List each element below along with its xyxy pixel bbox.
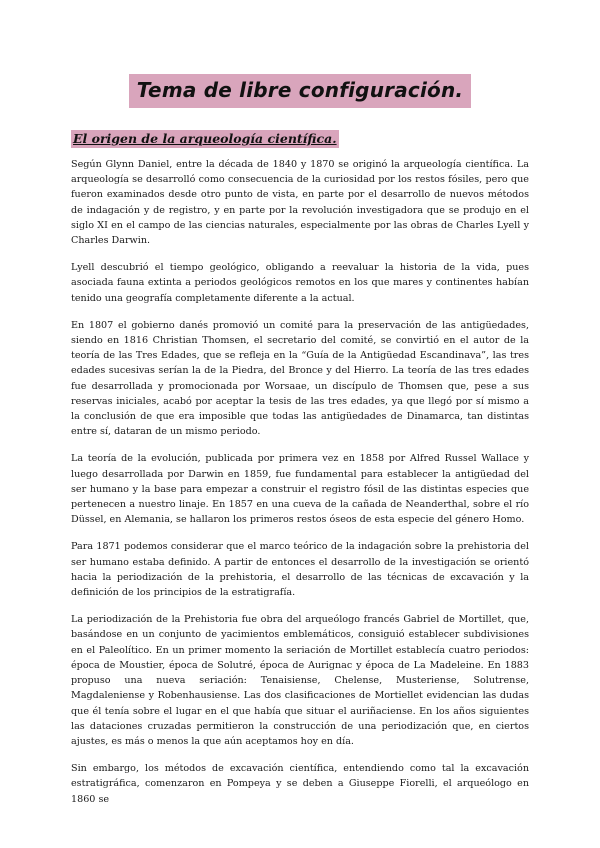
paragraph: Sin embargo, los métodos de excavación científica, entendiendo como tal la excavación estratigráfica, comenzaron en Pompeya y se deben a Giuseppe Fiorelli, el arqueólogo en 1860 se: [71, 763, 529, 805]
paragraph: En 1807 el gobierno danés promovió un comité para la preservación de las antigüedades, siendo en 1816 Christian Thomsen, el secretario del comité, se convirtió en el autor de la teoría de las Tres Edades, que se refleja en la “Guía de la Antigüedad Escandinava”, las tres edades sucesivas serían la de la Piedra, del Bronce y del Hierro. La teoría de las tres edades fue desarrollada y promocionada por Worsaae, un discípulo de Thomsen que, pese a sus reservas iniciales, acabó por aceptar la tesis de las tres edades, ya que llegó por sí mismo a la conclusión de que era imposible que todas las antigüedades de Dinamarca, tan distintas entre sí, dataran de un mismo periodo.: [71, 319, 529, 438]
section-heading: El origen de la arqueología científica.: [73, 131, 337, 146]
section-heading-container: [71, 130, 339, 148]
title-container: [0, 74, 600, 108]
paragraph: Para 1871 podemos considerar que el marco teórico de la indagación sobre la prehistoria del ser humano estaba definido. A partir de entonces el desarrollo de la investigación se orientó hacia la periodización de la prehistoria, el desarrollo de las técnicas de excavación y la definición de los principios de la estratigrafía.: [71, 541, 529, 599]
paragraph: La periodización de la Prehistoria fue obra del arqueólogo francés Gabriel de Mortillet, que, basándose en un conjunto de yacimientos emblemáticos, consiguió establecer subdivisiones en el Paleolítico. En un primer momento la seriación de Mortillet establecía cuatro periodos: época de Moustier, época de Solutré, época de Aurignac y época de La Madeleine. En 1883 propuso una nueva seriación: Tenaisiense, Chelense, Musteriense, Solutrense, Magdaleniense y Robenhausiense. Las dos clasificaciones de Mortiellet evidencian las dudas que él tenía sobre el lugar en el que había que situar el auriñaciense. En los años siguientes las dataciones cruzadas permitieron la construcción de una periodización que, en ciertos ajustes, es más o menos la que aún aceptamos hoy en día.: [71, 614, 529, 747]
paragraph: Según Glynn Daniel, entre la década de 1840 y 1870 se originó la arqueología científica. La arqueología se desarrolló como consecuencia de la curiosidad por los restos fósiles, pero que fueron examinados desde otro punto de vista, en parte por el desarrollo de nuevos métodos de indagación y de registro, y en parte por la revolución investigadora que se produjo en el siglo XI en el campo de las ciencias naturales, especialmente por las obras de Charles Lyell y Charles Darwin.: [71, 159, 529, 247]
paragraph: La teoría de la evolución, publicada por primera vez en 1858 por Alfred Russel Wallace y luego desarrollada por Darwin en 1859, fue fundamental para establecer la antigüedad del ser humano y la base para empezar a construir el registro fósil de las distintas especies que pertenecen a nuestro linaje. En 1857 en una cueva de la cañada de Neanderthal, sobre el río Düssel, en Alemania, se hallaron los primeros restos óseos de esta especie del género Homo.: [71, 453, 529, 526]
paragraph: Lyell descubrió el tiempo geológico, obligando a reevaluar la historia de la vida, pues asociada fauna extinta a periodos geológicos remotos en los que mares y continentes habían tenido una geografía completamente diferente a la actual.: [71, 262, 529, 304]
document-body: [71, 157, 529, 819]
page-title: Tema de libre configuración.: [129, 74, 471, 108]
